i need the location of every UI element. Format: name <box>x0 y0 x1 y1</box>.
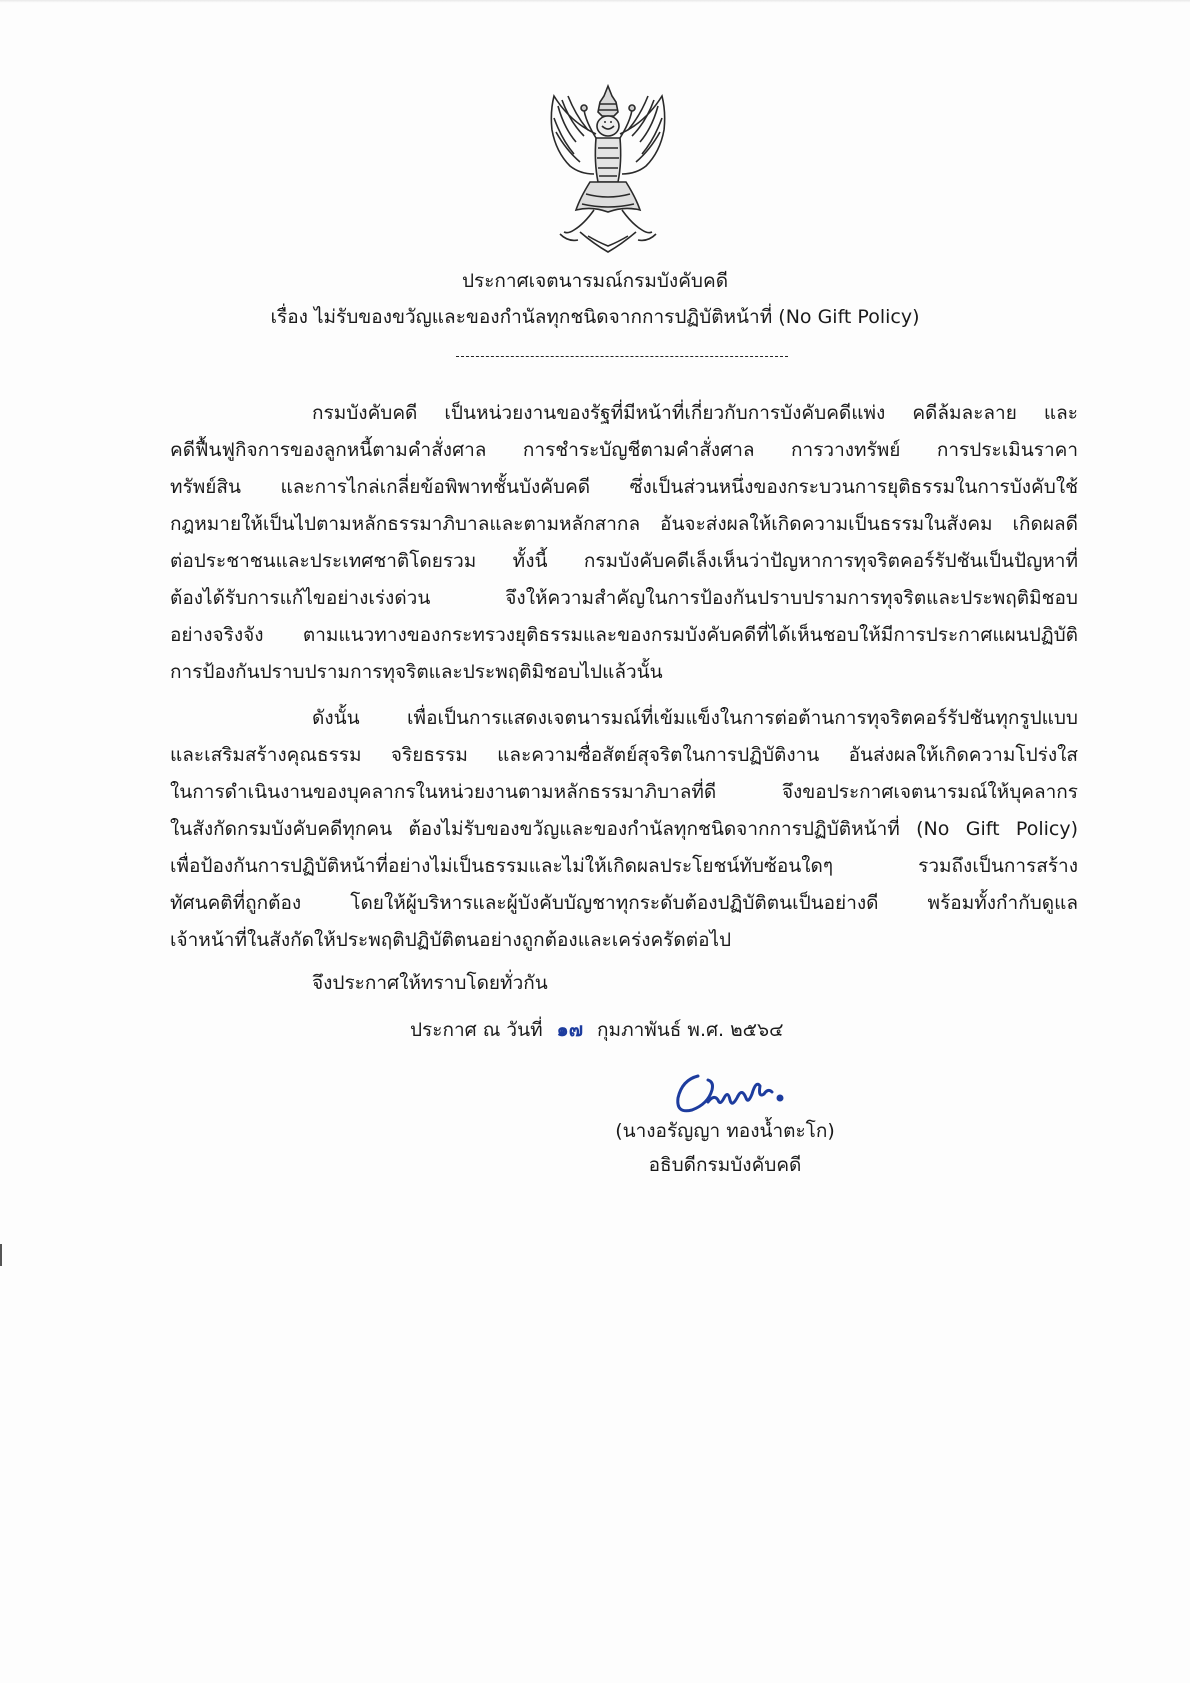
announcement-title: ประกาศเจตนารมณ์กรมบังคับคดี <box>461 270 729 292</box>
paragraph-line: เจ้าหน้าที่ในสังกัดให้ประพฤติปฏิบัติตนอย่างถูกต้องและเคร่งครัดต่อไป <box>170 929 732 951</box>
announcement-date <box>410 1015 783 1045</box>
paragraph-line: ทรัพย์สิน และการไกล่เกลี่ยข้อพิพาทชั้นบังคับคดี ซึ่งเป็นส่วนหนึ่งของกระบวนการยุติธรรมในการบังคับใช้ <box>170 476 1078 498</box>
date-day-handwritten: ๑๗ <box>556 1019 583 1041</box>
closing-statement: จึงประกาศให้ทราบโดยทั่วกัน <box>312 972 548 994</box>
announcement-subject: เรื่อง ไม่รับของขวัญและของกำนัลทุกชนิดจากการปฏิบัติหน้าที่ (No Gift Policy) <box>270 306 920 328</box>
separator-rule <box>456 356 788 357</box>
paragraph-line: กรมบังคับคดี เป็นหน่วยงานของรัฐที่มีหน้าที่เกี่ยวกับการบังคับคดีแพ่ง คดีล้มละลาย และ <box>312 402 1078 424</box>
paragraph-line: ต้องได้รับการแก้ไขอย่างเร่งด่วน จึงให้ความสำคัญในการป้องกันปราบปรามการทุจริตและประพฤติมิชอบ <box>170 587 1078 609</box>
signer-position: อธิบดีกรมบังคับคดี <box>648 1154 802 1176</box>
paragraph-line: กฎหมายให้เป็นไปตามหลักธรรมาภิบาลและตามหลักสากล อันจะส่งผลให้เกิดความเป็นธรรมในสังคม เกิดผลดี <box>170 513 1078 535</box>
scan-edge-mark <box>0 1244 2 1266</box>
scan-top-edge <box>0 0 1190 3</box>
paragraph-line: เพื่อป้องกันการปฏิบัติหน้าที่อย่างไม่เป็นธรรมและไม่ให้เกิดผลประโยชน์ทับซ้อนใดๆ รวมถึงเป็นการสร้าง <box>170 855 1078 877</box>
paragraph-line: และเสริมสร้างคุณธรรม จริยธรรม และความซื่อสัตย์สุจริตในการปฏิบัติงาน อันส่งผลให้เกิดความโปร่งใส <box>170 744 1078 766</box>
paragraph-line: ทัศนคติที่ถูกต้อง โดยให้ผู้บริหารและผู้บังคับบัญชาทุกระดับต้องปฏิบัติตนเป็นอย่างดี พร้อมทั้งกำกับดูแล <box>170 892 1078 914</box>
paragraph-line: ในการดำเนินงานของบุคลากรในหน่วยงานตามหลักธรรมาภิบาลที่ดี จึงขอประกาศเจตนารมณ์ให้บุคลากร <box>170 781 1078 803</box>
paragraph-line: คดีฟื้นฟูกิจการของลูกหนี้ตามคำสั่งศาล การชำระบัญชีตามคำสั่งศาล การวางทรัพย์ การประเมินราคา <box>170 439 1078 461</box>
date-prefix: ประกาศ ณ วันที่ <box>410 1019 543 1041</box>
paragraph-line: อย่างจริงจัง ตามแนวทางของกระทรวงยุติธรรมและของกรมบังคับคดีที่ได้เห็นชอบให้มีการประกาศแผนปฏิบัติ <box>170 624 1078 646</box>
date-month-year: กุมภาพันธ์ พ.ศ. ๒๕๖๔ <box>597 1019 784 1041</box>
paragraph-line: การป้องกันปราบปรามการทุจริตและประพฤติมิชอบไปแล้วนั้น <box>170 661 663 683</box>
paragraph-line: ในสังกัดกรมบังคับคดีทุกคน ต้องไม่รับของขวัญและของกำนัลทุกชนิดจากการปฏิบัติหน้าที่ (No Gift Policy) <box>170 818 1078 840</box>
garuda-emblem-icon <box>540 82 676 256</box>
signer-name: (นางอรัญญา ทองน้ำตะโก) <box>615 1120 835 1142</box>
paragraph-line: ดังนั้น เพื่อเป็นการแสดงเจตนารมณ์ที่เข้มแข็งในการต่อต้านการทุจริตคอร์รัปชันทุกรูปแบบ <box>312 707 1078 729</box>
paragraph-line: ต่อประชาชนและประเทศชาติโดยรวม ทั้งนี้ กรมบังคับคดีเล็งเห็นว่าปัญหาการทุจริตคอร์รัปชันเป็นปัญหาที่ <box>170 550 1078 572</box>
